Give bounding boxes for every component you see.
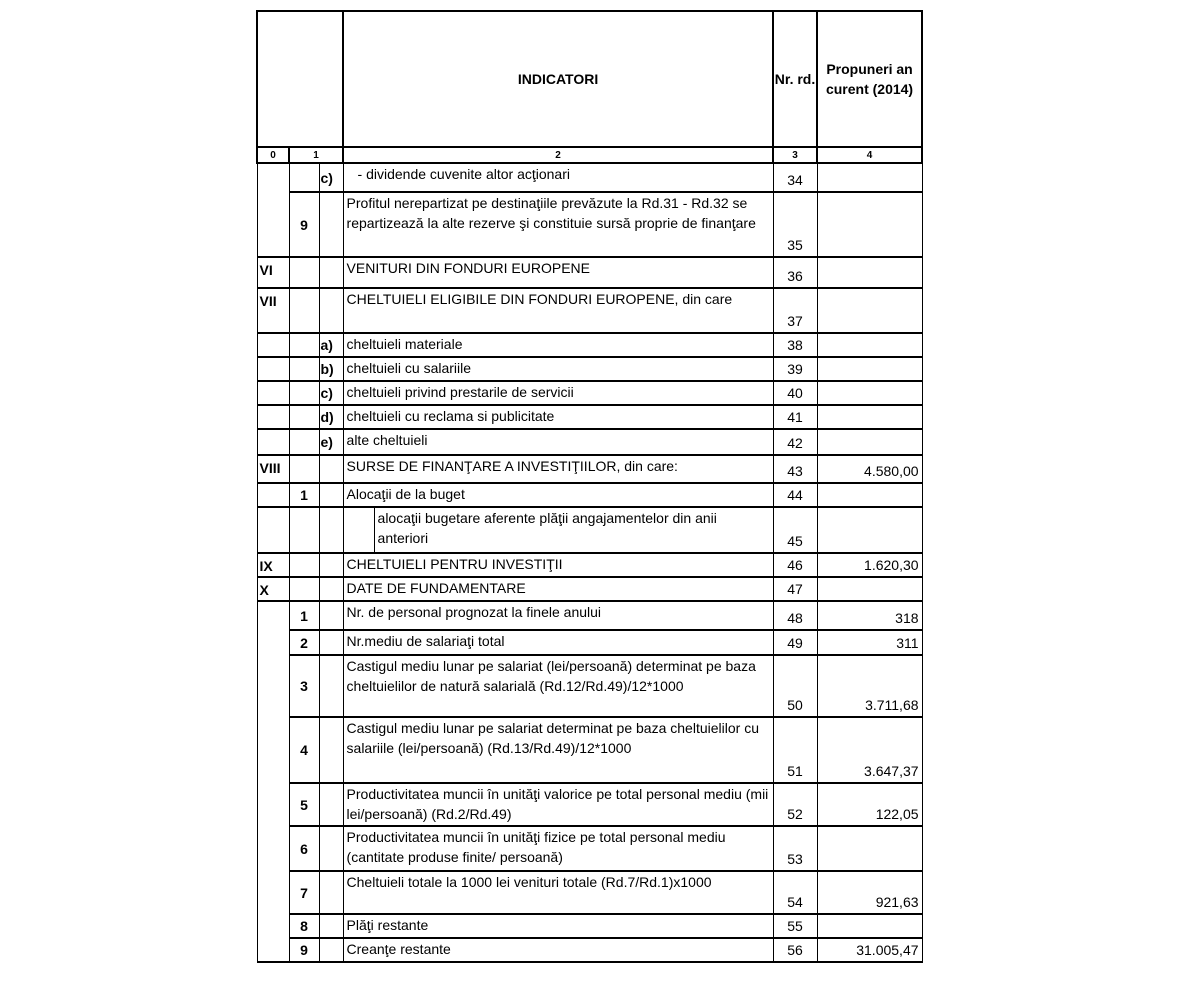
section-cell — [257, 483, 289, 507]
section-cell: IX — [257, 553, 289, 577]
indicator-text: DATE DE FUNDAMENTARE — [343, 577, 773, 601]
row-number: 36 — [773, 257, 817, 288]
col-number-4: 4 — [817, 147, 922, 163]
letter-cell — [319, 938, 343, 962]
row-number: 55 — [773, 914, 817, 938]
number-cell: 1 — [289, 601, 319, 630]
row-number: 44 — [773, 483, 817, 507]
indicator-text: VENITURI DIN FONDURI EUROPENE — [343, 257, 773, 288]
row-number: 37 — [773, 288, 817, 333]
letter-cell: c) — [319, 163, 343, 192]
number-cell — [289, 507, 319, 553]
table-row — [257, 333, 922, 357]
indicator-text: Nr. de personal prognozat la finele anului — [343, 601, 773, 630]
row-number: 56 — [773, 938, 817, 962]
indicator-text: Productivitatea muncii în unităţi valorice pe total personal mediu (mii lei/persoană) (Rd.2/Rd.49) — [343, 783, 773, 826]
row-value — [817, 357, 922, 381]
indicator-text: Nr.mediu de salariaţi total — [343, 630, 773, 655]
table-row — [257, 914, 922, 938]
row-value — [817, 577, 922, 601]
row-number: 50 — [773, 655, 817, 717]
indicator-text: alocaţii bugetare aferente plăţii angajamentelor din anii anteriori — [374, 508, 769, 552]
letter-cell — [319, 483, 343, 507]
row-number: 53 — [773, 826, 817, 871]
row-number: 34 — [773, 163, 817, 192]
number-cell: 3 — [289, 655, 319, 717]
row-value — [817, 163, 922, 192]
row-number: 35 — [773, 192, 817, 257]
table-row — [257, 405, 922, 429]
number-cell: 5 — [289, 783, 319, 826]
row-value: 921,63 — [817, 871, 922, 914]
row-value — [817, 257, 922, 288]
table-row — [257, 871, 922, 914]
col-number-0: 0 — [257, 147, 289, 163]
letter-cell — [319, 717, 343, 783]
table-row — [257, 826, 922, 871]
table-row — [257, 783, 922, 826]
section-cell — [257, 601, 289, 962]
letter-cell — [319, 257, 343, 288]
letter-cell — [319, 507, 343, 553]
header-row — [257, 11, 922, 147]
section-cell — [257, 192, 289, 257]
row-value — [817, 405, 922, 429]
table-row — [257, 455, 922, 483]
letter-cell — [319, 826, 343, 871]
column-numbers-row — [257, 147, 922, 163]
row-value — [817, 288, 922, 333]
indicator-text: alte cheltuieli — [343, 429, 773, 455]
number-cell — [289, 288, 319, 333]
section-cell — [257, 405, 289, 429]
row-value — [817, 826, 922, 871]
number-cell: 9 — [289, 192, 319, 257]
section-cell — [257, 163, 289, 192]
table-row — [257, 163, 922, 192]
row-number: 43 — [773, 455, 817, 483]
row-value: 3.647,37 — [817, 717, 922, 783]
row-value — [817, 333, 922, 357]
indicator-text: Creanţe restante — [343, 938, 773, 962]
section-cell: VII — [257, 288, 289, 333]
number-cell — [289, 553, 319, 577]
row-number: 46 — [773, 553, 817, 577]
number-cell — [289, 381, 319, 405]
row-number: 51 — [773, 717, 817, 783]
number-cell: 7 — [289, 871, 319, 914]
letter-cell — [319, 783, 343, 826]
section-cell — [257, 507, 289, 553]
section-cell: VI — [257, 257, 289, 288]
indicator-text: Productivitatea muncii în unităţi fizice pe total personal mediu (cantitate produse finite/ persoană) — [343, 826, 773, 871]
indicator-text: Plăţi restante — [343, 914, 773, 938]
col-number-1: 1 — [289, 147, 343, 163]
indicator-text: CHELTUIELI PENTRU INVESTIŢII — [343, 553, 773, 577]
header-propuneri: Propuneri an curent (2014) — [817, 11, 922, 147]
table-row — [257, 429, 922, 455]
letter-cell: b) — [319, 357, 343, 381]
number-cell — [289, 429, 319, 455]
indicator-text: CHELTUIELI ELIGIBILE DIN FONDURI EUROPENE, din care — [343, 288, 773, 333]
letter-cell — [319, 601, 343, 630]
letter-cell: e) — [319, 429, 343, 455]
indicator-text: Alocaţii de la buget — [343, 483, 773, 507]
number-cell: 6 — [289, 826, 319, 871]
number-cell: 2 — [289, 630, 319, 655]
number-cell: 9 — [289, 938, 319, 962]
row-number: 41 — [773, 405, 817, 429]
indicator-text: cheltuieli materiale — [343, 333, 773, 357]
number-cell — [289, 577, 319, 601]
indicator-text: cheltuieli cu salariile — [343, 357, 773, 381]
table-row — [257, 938, 922, 962]
number-cell — [289, 455, 319, 483]
row-number: 47 — [773, 577, 817, 601]
row-value — [817, 429, 922, 455]
row-number: 42 — [773, 429, 817, 455]
letter-cell — [319, 192, 343, 257]
number-cell — [289, 357, 319, 381]
section-cell — [257, 333, 289, 357]
row-value: 318 — [817, 601, 922, 630]
letter-cell — [319, 553, 343, 577]
row-value: 4.580,00 — [817, 455, 922, 483]
number-cell — [289, 257, 319, 288]
indicator-text: Profitul nerepartizat pe destinaţiile prevăzute la Rd.31 - Rd.32 se repartizează la alte rezerve şi constituie sursă proprie de finanţare — [343, 192, 773, 257]
letter-cell — [319, 914, 343, 938]
section-cell — [257, 429, 289, 455]
number-cell: 4 — [289, 717, 319, 783]
section-cell — [257, 381, 289, 405]
number-cell: 1 — [289, 483, 319, 507]
row-value: 122,05 — [817, 783, 922, 826]
table-row — [257, 357, 922, 381]
indicator-text: cheltuieli cu reclama si publicitate — [343, 405, 773, 429]
number-cell — [289, 405, 319, 429]
section-cell: VIII — [257, 455, 289, 483]
letter-cell: c) — [319, 381, 343, 405]
table-row — [257, 381, 922, 405]
col-number-3: 3 — [773, 147, 817, 163]
letter-cell — [319, 577, 343, 601]
row-number: 54 — [773, 871, 817, 914]
header-nr-rd: Nr. rd. — [773, 11, 817, 147]
row-number: 49 — [773, 630, 817, 655]
indicator-text-cell — [343, 507, 773, 553]
indicator-text: Cheltuieli totale la 1000 lei venituri totale (Rd.7/Rd.1)x1000 — [343, 871, 773, 914]
row-number: 45 — [773, 507, 817, 553]
letter-cell — [319, 871, 343, 914]
col-number-2: 2 — [343, 147, 773, 163]
row-number: 48 — [773, 601, 817, 630]
table-row — [257, 192, 922, 257]
number-cell — [289, 333, 319, 357]
row-value — [817, 192, 922, 257]
letter-cell: d) — [319, 405, 343, 429]
letter-cell — [319, 288, 343, 333]
indicator-text: Castigul mediu lunar pe salariat (lei/persoană) determinat pe baza cheltuielilor de natură salarială (Rd.12/Rd.49)/12*1000 — [343, 655, 773, 717]
row-number: 40 — [773, 381, 817, 405]
row-number: 52 — [773, 783, 817, 826]
indicator-text: - dividende cuvenite altor acţionari — [343, 163, 773, 192]
letter-cell: a) — [319, 333, 343, 357]
table-row — [257, 655, 922, 717]
table-row — [257, 507, 922, 553]
letter-cell — [319, 630, 343, 655]
table-row — [257, 577, 922, 601]
row-value: 31.005,47 — [817, 938, 922, 962]
letter-cell — [319, 455, 343, 483]
row-value — [817, 914, 922, 938]
row-value — [817, 483, 922, 507]
number-cell — [289, 163, 319, 192]
header-indicatori: INDICATORI — [343, 11, 773, 147]
row-value — [817, 381, 922, 405]
row-value: 3.711,68 — [817, 655, 922, 717]
indicator-text: cheltuieli privind prestarile de servicii — [343, 381, 773, 405]
table-row — [257, 553, 922, 577]
row-value — [817, 507, 922, 553]
indicators-table — [256, 10, 923, 963]
section-cell: X — [257, 577, 289, 601]
table-row — [257, 601, 922, 630]
table-row — [257, 288, 922, 333]
table-row — [257, 257, 922, 288]
section-cell — [257, 357, 289, 381]
row-number: 38 — [773, 333, 817, 357]
table-row — [257, 717, 922, 783]
header-empty-cell — [257, 11, 343, 147]
row-value: 1.620,30 — [817, 553, 922, 577]
table-row — [257, 483, 922, 507]
table-row — [257, 630, 922, 655]
letter-cell — [319, 655, 343, 717]
number-cell: 8 — [289, 914, 319, 938]
row-value: 311 — [817, 630, 922, 655]
indicator-text: Castigul mediu lunar pe salariat determinat pe baza cheltuielilor cu salariile (lei/persoană) (Rd.13/Rd.49)/12*1000 — [343, 717, 773, 783]
row-number: 39 — [773, 357, 817, 381]
indicator-text: SURSE DE FINANŢARE A INVESTIŢIILOR, din care: — [343, 455, 773, 483]
